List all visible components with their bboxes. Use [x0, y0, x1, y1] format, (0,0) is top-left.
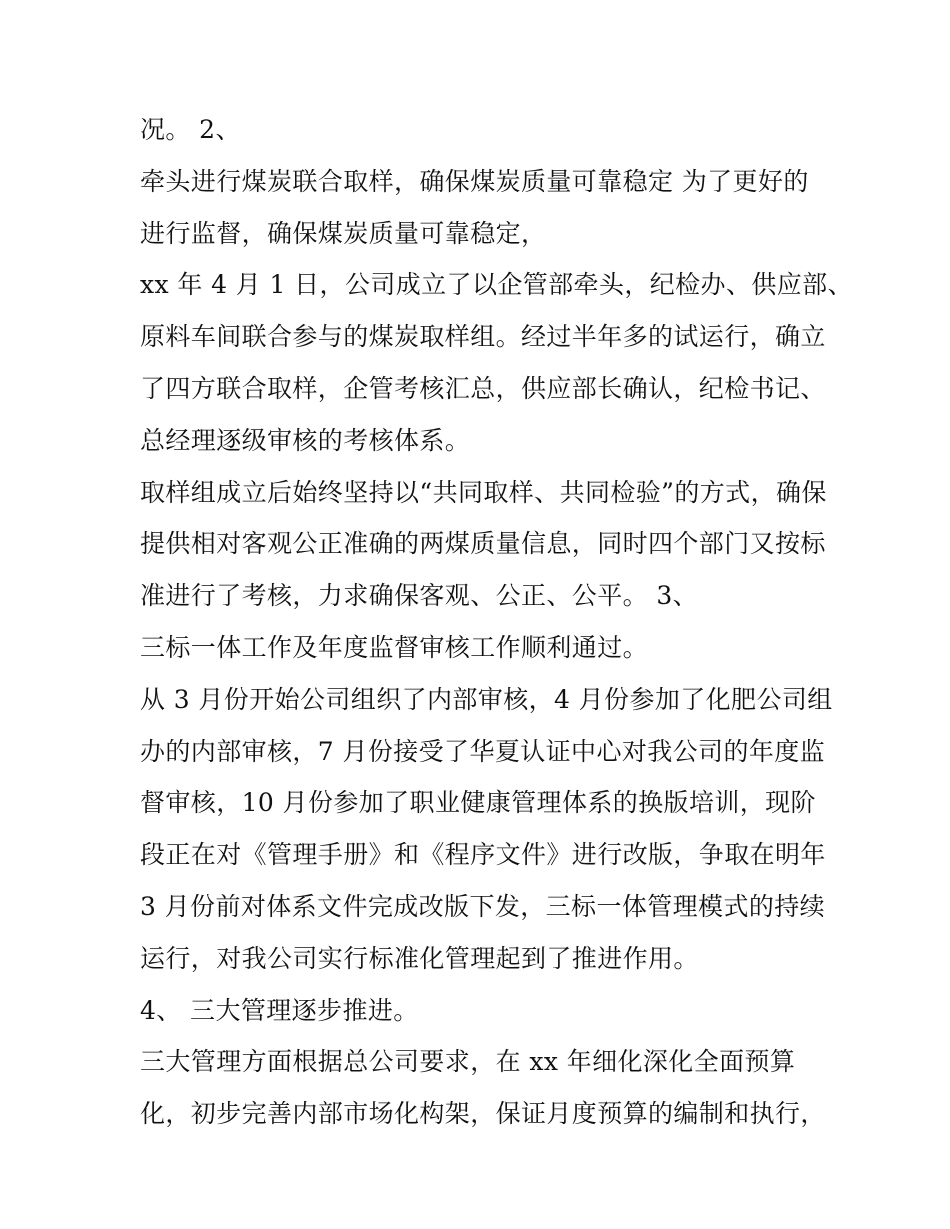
text-line: 准进行了考核，力求确保客观、公正、公平。 3、	[140, 581, 699, 611]
text-line: 三标一体工作及年度监督审核工作顺利通过。	[140, 632, 649, 662]
document-body	[140, 108, 853, 1144]
text-line: 三大管理方面根据总公司要求，在 xx 年细化深化全面预算	[140, 1047, 796, 1077]
text-line: xx 年 4 月 1 日，公司成立了以企管部牵头，纪检办、供应部、	[140, 270, 853, 300]
text-line: 4、 三大管理逐步推进。	[140, 995, 419, 1025]
text-line: 了四方联合取样，企管考核汇总，供应部长确认，纪检书记、	[140, 373, 826, 403]
text-line: 运行，对我公司实行标准化管理起到了推进作用。	[140, 943, 699, 973]
text-line: 进行监督，确保煤炭质量可靠稳定，	[140, 218, 547, 248]
text-line: 牵头进行煤炭联合取样，确保煤炭质量可靠稳定 为了更好的	[140, 166, 809, 196]
text-line: 总经理逐级审核的考核体系。	[140, 425, 471, 455]
text-line: 况。 2、	[140, 115, 241, 144]
text-line: 取样组成立后始终坚持以“共同取样、共同检验”的方式，确保	[140, 477, 827, 507]
text-line: 督审核，10 月份参加了职业健康管理体系的换版培训，现阶	[140, 788, 816, 818]
text-line: 原料车间联合参与的煤炭取样组。经过半年多的试运行，确立	[140, 322, 826, 352]
text-line: 从 3 月份开始公司组织了内部审核，4 月份参加了化肥公司组	[140, 684, 833, 714]
text-line: 办的内部审核，7 月份接受了华夏认证中心对我公司的年度监	[140, 736, 826, 766]
text-line: 提供相对客观公正准确的两煤质量信息，同时四个部门又按标	[140, 529, 826, 559]
text-line: 段正在对《管理手册》和《程序文件》进行改版，争取在明年	[140, 840, 826, 870]
text-line: 3 月份前对体系文件完成改版下发，三标一体管理模式的持续	[140, 891, 826, 921]
text-line: 化，初步完善内部市场化构架，保证月度预算的编制和执行，	[140, 1099, 826, 1129]
